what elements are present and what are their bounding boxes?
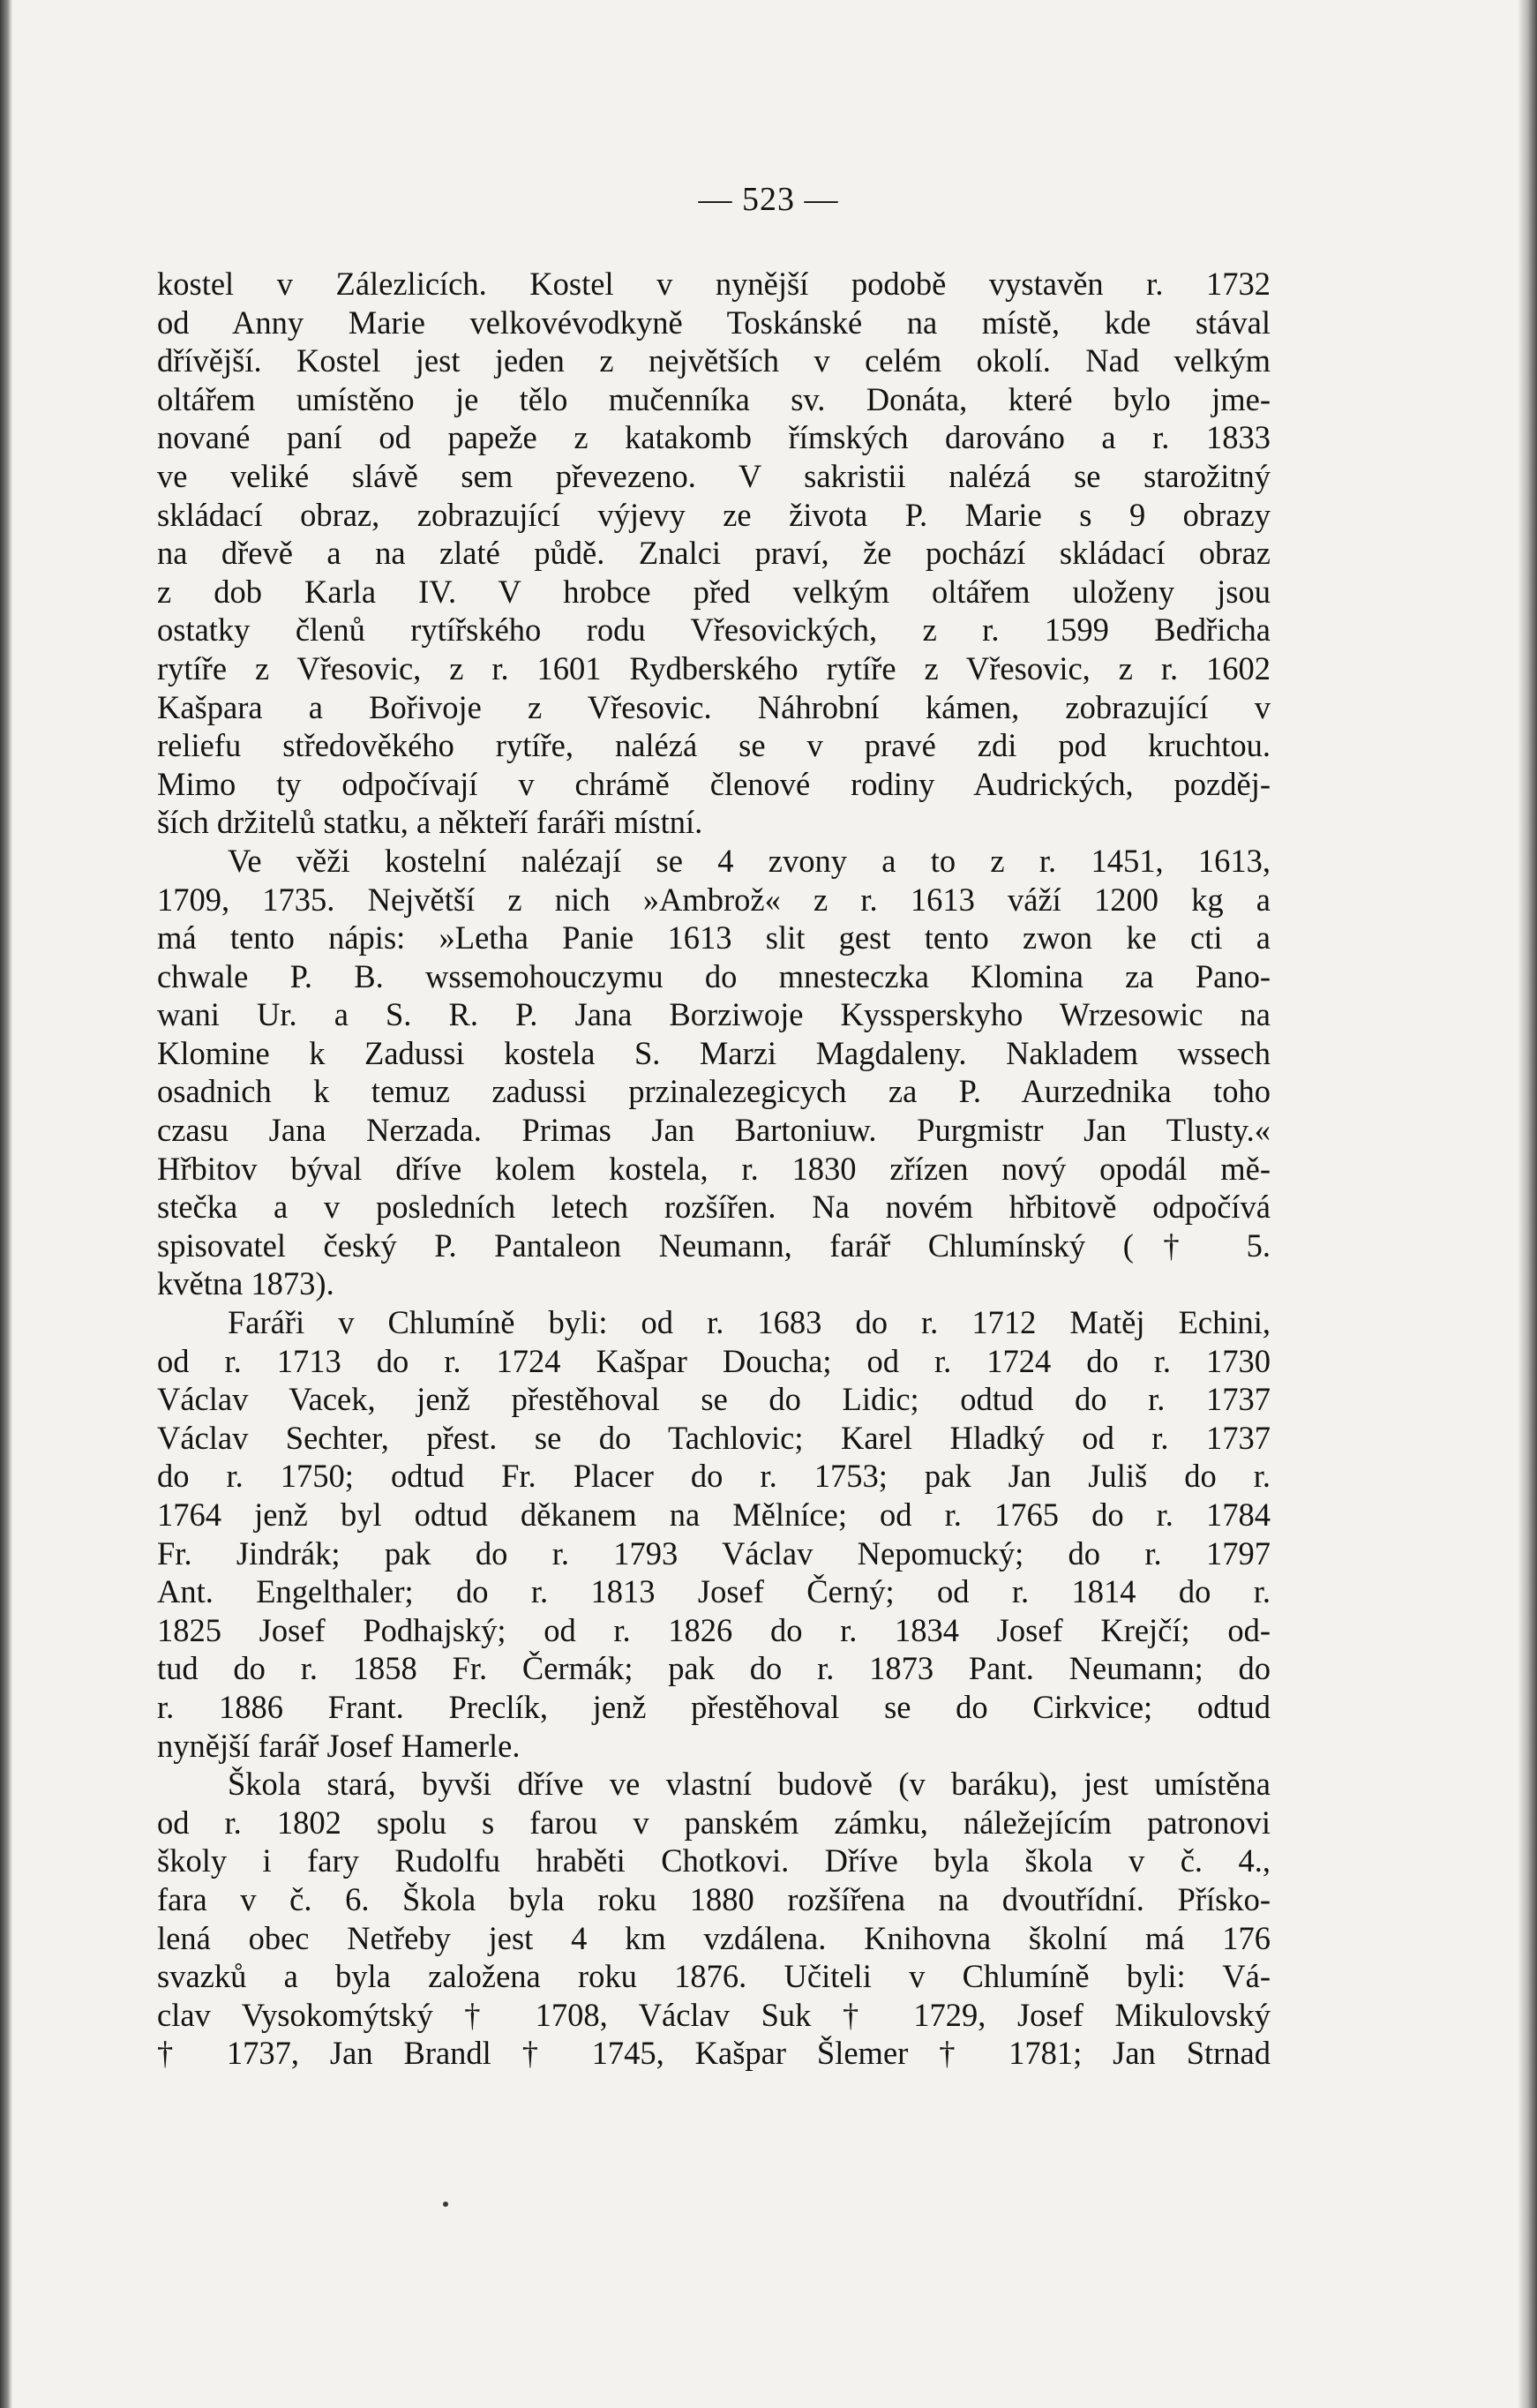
text-line: nynější farář Josef Hamerle. [157, 1727, 521, 1764]
text-line: Kašpara a Bořivoje z Vřesovic. Náhrobní kámen, zobrazující v [157, 688, 1271, 725]
text-line: lená obec Netřeby jest 4 km vzdálena. Knihovna školní má 176 [157, 1919, 1271, 1956]
text-line: dřívější. Kostel jest jeden z největších v celém okolí. Nad velkým [157, 342, 1271, 379]
text-line: svazků a byla založena roku 1876. Učiteli v Chlumíně byli: Vá- [157, 1958, 1271, 1995]
text-line: Ve věži kostelní nalézají se 4 zvony a to z r. 1451, 1613, [228, 842, 1271, 879]
text-line: chwale P. B. wssemohouczymu do mnesteczka Klomina za Pano- [157, 957, 1271, 994]
text-line: nované paní od papeže z katakomb římských darováno a r. 1833 [157, 419, 1271, 456]
page-number: — 523 — [698, 181, 839, 218]
text-line: stečka a v posledních letech rozšířen. Na novém hřbitově odpočívá [157, 1189, 1271, 1226]
text-line: wani Ur. a S. R. P. Jana Borziwoje Kyssperskyho Wrzesowic na [157, 996, 1271, 1033]
text-line: fara v č. 6. Škola byla roku 1880 rozšířena na dvoutřídní. Přísko- [157, 1880, 1271, 1917]
text-line: na dřevě a na zlaté půdě. Znalci praví, že pochází skládací obraz [157, 535, 1271, 572]
text-line: do r. 1750; odtud Fr. Placer do r. 1753; pak Jan Juliš do r. [157, 1458, 1271, 1495]
text-line: czasu Jana Nerzada. Primas Jan Bartoniuw. Purgmistr Jan Tlusty.« [157, 1112, 1271, 1149]
text-line: reliefu středověkého rytíře, nalézá se v pravé zdi pod kruchtou. [157, 727, 1271, 764]
text-line: ších držitelů statku, a někteří faráři místní. [157, 804, 703, 841]
text-line: r. 1886 Frant. Preclík, jenž přestěhoval se do Cirkvice; odtud [157, 1688, 1271, 1725]
text-line: května 1873). [157, 1265, 334, 1302]
text-line: skládací obraz, zobrazující výjevy ze života P. Marie s 9 obrazy [157, 496, 1271, 533]
text-line: 1709, 1735. Největší z nich »Ambrož« z r. 1613 váží 1200 kg a [157, 881, 1271, 918]
text-line: 1825 Josef Podhajský; od r. 1826 do r. 1834 Josef Krejčí; od- [157, 1611, 1271, 1648]
text-line: Václav Sechter, přest. se do Tachlovic; Karel Hladký od r. 1737 [157, 1419, 1271, 1456]
text-line: ve veliké slávě sem převezeno. V sakristii nalézá se starožitný [157, 457, 1271, 494]
text-line: 1764 jenž byl odtud děkanem na Mělníce; od r. 1765 do r. 1784 [157, 1497, 1271, 1533]
text-line: od Anny Marie velkovévodkyně Toskánské na místě, kde stával [157, 304, 1271, 341]
page-edge-left [0, 0, 12, 2408]
text-line: ostatky členů rytířského rodu Vřesovických, z r. 1599 Bedřicha [157, 611, 1271, 649]
text-line: od r. 1713 do r. 1724 Kašpar Doucha; od r. 1724 do r. 1730 [157, 1342, 1271, 1379]
text-line: od r. 1802 spolu s farou v panském zámku, náležejícím patronovi [157, 1804, 1271, 1841]
text-line: Ant. Engelthaler; do r. 1813 Josef Černý; od r. 1814 do r. [157, 1573, 1271, 1610]
text-line: osadnich k temuz zadussi przinalezegicych za P. Aurzednika toho [157, 1073, 1271, 1110]
text-line: má tento nápis: »Letha Panie 1613 slit gest tento zwon ke cti a [157, 919, 1271, 956]
text-line: Fr. Jindrák; pak do r. 1793 Václav Nepomucký; do r. 1797 [157, 1534, 1271, 1572]
body-text [157, 265, 1271, 2073]
ink-dot [443, 2202, 448, 2207]
text-line: Mimo ty odpočívají v chrámě členové rodiny Audrických, pozděj- [157, 765, 1271, 802]
text-line: kostel v Zálezlicích. Kostel v nynější podobě vystavěn r. 1732 [157, 266, 1271, 302]
text-line: spisovatel český P. Pantaleon Neumann, farář Chlumínský († 5. [157, 1227, 1271, 1264]
text-line: tud do r. 1858 Fr. Čermák; pak do r. 1873 Pant. Neumann; do [157, 1650, 1271, 1687]
text-line: clav Vysokomýtský † 1708, Václav Suk † 1729, Josef Mikulovský [157, 1996, 1271, 2033]
text-line: školy i fary Rudolfu hraběti Chotkovi. Dříve byla škola v č. 4., [157, 1842, 1271, 1879]
page-edge-right [1518, 0, 1537, 2408]
text-line: Václav Vacek, jenž přestěhoval se do Lidic; odtud do r. 1737 [157, 1381, 1271, 1418]
text-line: rytíře z Vřesovic, z r. 1601 Rydberského rytíře z Vřesovic, z r. 1602 [157, 649, 1271, 686]
text-line: Faráři v Chlumíně byli: od r. 1683 do r. 1712 Matěj Echini, [228, 1304, 1271, 1341]
text-line: † 1737, Jan Brandl † 1745, Kašpar Šlemer † 1781; Jan Strnad [157, 2035, 1271, 2072]
text-line: oltářem umístěno je tělo mučenníka sv. Donáta, které bylo jme- [157, 380, 1271, 417]
text-line: Hřbitov býval dříve kolem kostela, r. 1830 zřízen nový opodál mě- [157, 1150, 1271, 1187]
text-line: Klomine k Zadussi kostela S. Marzi Magdaleny. Nakladem wssech [157, 1034, 1271, 1071]
text-line: z dob Karla IV. V hrobce před velkým oltářem uloženy jsou [157, 573, 1271, 610]
text-line: Škola stará, byvši dříve ve vlastní budově (v baráku), jest umístěna [228, 1766, 1271, 1803]
